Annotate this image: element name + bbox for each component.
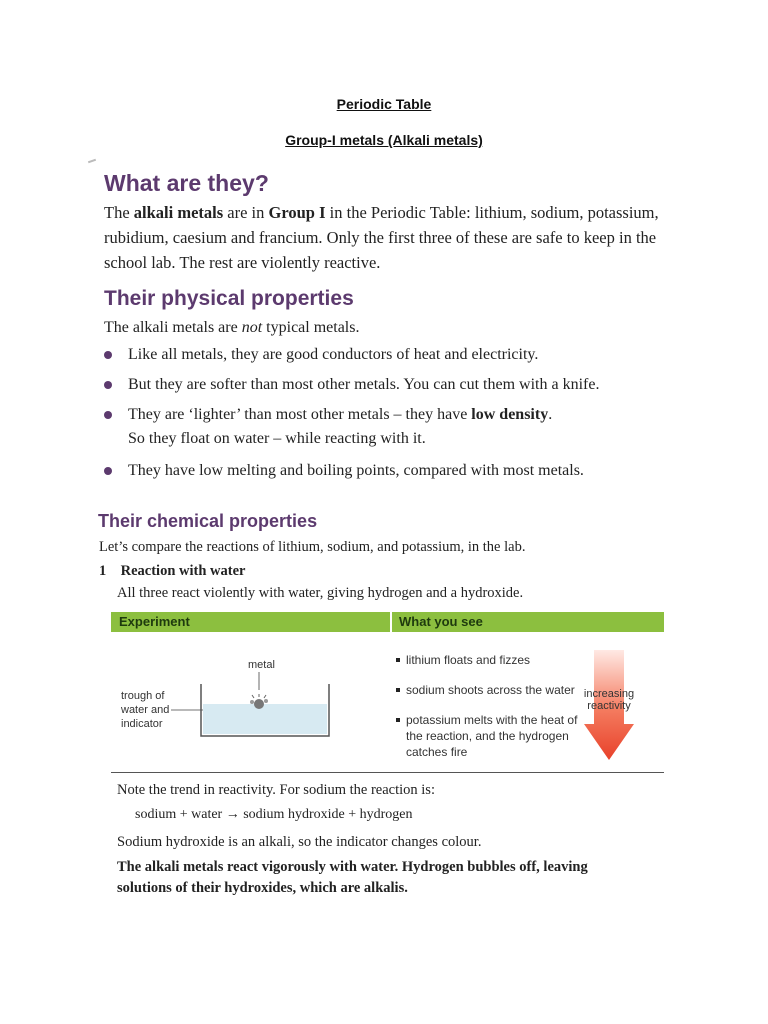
bullet-icon: [104, 381, 112, 389]
list-item: lithium floats and fizzes: [396, 652, 586, 668]
indicator-note: Sodium hydroxide is an alkali, so the indicator changes colour.: [117, 834, 482, 850]
heading-physical-properties: Their physical properties: [104, 287, 354, 310]
heading-chemical-properties: Their chemical properties: [98, 511, 318, 531]
reaction-with-water-text: All three react violently with water, giving hydrogen and a hydroxide.: [117, 585, 524, 601]
experiment-column-header: Experiment: [111, 612, 392, 632]
trough-label-line1: trough of: [121, 690, 165, 702]
list-item: Like all metals, they are good conductors of heat and electricity.: [104, 343, 684, 367]
bullet-icon: [104, 411, 112, 419]
table-bottom-divider: [111, 772, 664, 773]
chemical-properties-intro: Let’s compare the reactions of lithium, sodium, and potassium, in the lab.: [99, 539, 526, 555]
experiment-table-header: [111, 612, 664, 632]
bullet-icon: [104, 467, 112, 475]
sodium-water-equation: sodium + water → sodium hydroxide + hydrogen: [135, 807, 413, 822]
scan-mark: [88, 159, 96, 164]
list-item: potassium melts with the heat of the reaction, and the hydrogen catches fire: [396, 712, 586, 760]
list-item: They have low melting and boiling points, compared with most metals.: [104, 459, 684, 483]
trough-label-line3: indicator: [121, 718, 163, 730]
heading-what-are-they: What are they?: [104, 170, 269, 196]
bullet-icon: [396, 688, 400, 692]
water-fill: [203, 704, 327, 734]
list-item: But they are softer than most other metals. You can cut them with a knife.: [104, 373, 684, 397]
bullet-icon: [104, 351, 112, 359]
bullet-icon: [396, 718, 400, 722]
list-item: They are ‘lighter’ than most other metals – they have low density. So they float on water – while reacting with it.: [104, 403, 684, 451]
page-title: Periodic Table: [336, 96, 432, 112]
page-subtitle: Group-I metals (Alkali metals): [285, 132, 483, 148]
physical-properties-list: [104, 343, 684, 489]
bullet-icon: [396, 658, 400, 662]
observations-list: [396, 652, 586, 760]
alkali-metals-intro-paragraph: The alkali metals are in Group I in the Periodic Table: lithium, sodium, potassium, rubidium, caesium and francium. Only the first three of these are safe to keep in the school lab. The rest are violently reactive.: [104, 203, 659, 272]
trend-note: Note the trend in reactivity. For sodium the reaction is:: [117, 782, 435, 798]
reaction-with-water-subheading: 1 Reaction with water: [99, 563, 246, 579]
metal-label: metal: [248, 659, 275, 671]
list-item: sodium shoots across the water: [396, 682, 586, 698]
trough-diagram: [111, 640, 393, 760]
increasing-reactivity-label: increasing reactivity: [583, 688, 635, 712]
trough-label-line2: water and: [121, 704, 170, 716]
summary-statement: The alkali metals react vigorously with water. Hydrogen bubbles off, leaving solutions of their hydroxides, which are alkalis.: [117, 859, 588, 896]
what-you-see-column-header: What you see: [399, 614, 483, 629]
physical-properties-intro: The alkali metals are not typical metals.: [104, 319, 360, 336]
